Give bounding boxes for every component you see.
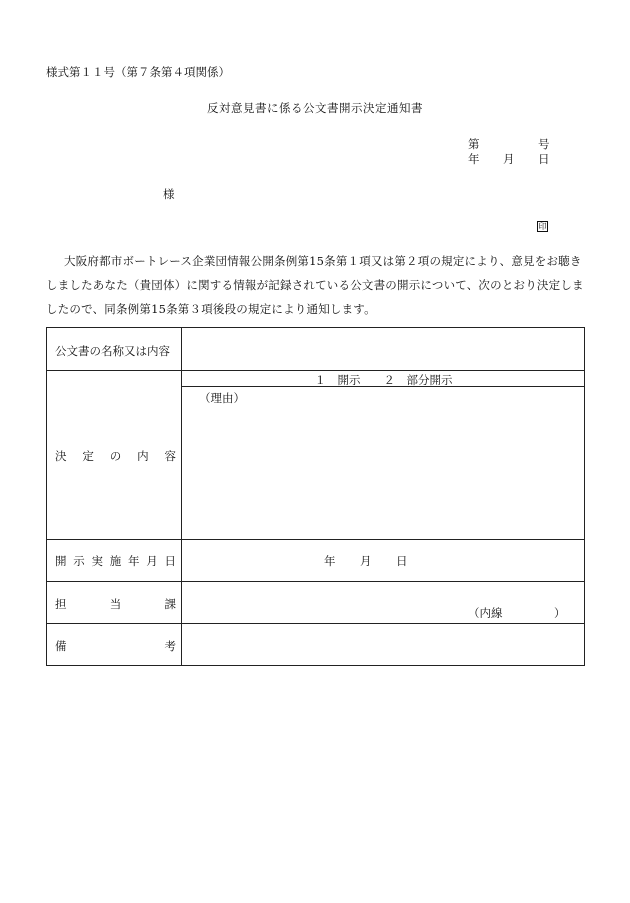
document-title: 反対意見書に係る公文書開示決定通知書 <box>207 101 423 115</box>
disclosure-date-label: 開 示 実 施 年 月 日 <box>55 554 176 568</box>
disclosure-date-year: 年 <box>324 554 336 568</box>
addressee-honorific: 様 <box>163 187 175 201</box>
notice-body: 大阪府都市ボートレース企業団情報公開条例第15条第１項又は第２項の規定により、意見をお聴きしましたあなた（貴団体）に関する情報が記録されている公文書の開示について、次のとおり決定しましたので、同条例第15条第３項後段の規定により通知します。 <box>46 254 584 316</box>
disclosure-date-day: 日 <box>396 554 408 568</box>
reason-label: （理由） <box>199 391 245 405</box>
form-number: 様式第１１号（第７条第４項関係） <box>46 65 230 79</box>
row-divider <box>47 539 584 540</box>
row-divider <box>47 581 584 582</box>
row-divider <box>47 370 584 371</box>
document-name-label: 公文書の名称又は内容 <box>55 344 170 358</box>
extension-close: ） <box>554 606 566 620</box>
document-number-label: 第 <box>468 137 480 151</box>
decision-options: １ 開示 ２ 部分開示 <box>314 373 453 387</box>
department-label: 担 当 課 <box>55 597 176 611</box>
row-divider <box>47 623 584 624</box>
remarks-label: 備 考 <box>55 639 176 653</box>
issue-date-year: 年 <box>468 152 480 166</box>
seal-mark: 印 <box>538 222 547 231</box>
decision-content-label: 決 定 の 内 容 <box>55 449 176 463</box>
issue-date-day: 日 <box>538 152 550 166</box>
disclosure-date-month: 月 <box>360 554 372 568</box>
decision-table <box>46 327 585 666</box>
extension-label: （内線 <box>468 606 503 620</box>
issue-date-month: 月 <box>503 152 515 166</box>
document-number-suffix: 号 <box>538 137 550 151</box>
